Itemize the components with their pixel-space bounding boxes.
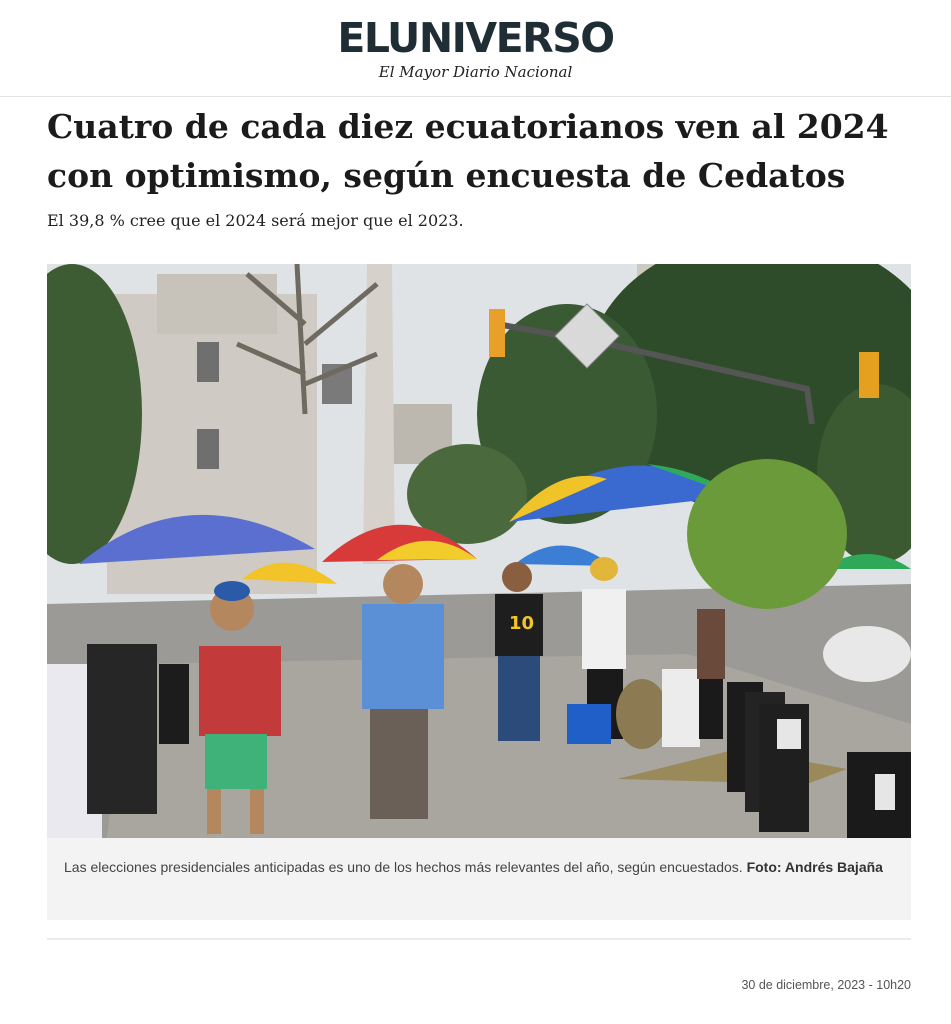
content-divider <box>47 938 911 940</box>
caption-text: Las elecciones presidenciales anticipadas es uno de los hechos más relevantes del año, según encuestados. <box>64 859 743 875</box>
masthead <box>0 0 951 97</box>
site-logo[interactable]: ELUNIVERSO <box>337 14 614 62</box>
caption-credit: Foto: Andrés Bajaña <box>746 859 883 875</box>
jersey-number: 10 <box>509 613 535 634</box>
publish-date: 30 de diciembre, 2023 - 10h20 <box>741 978 911 992</box>
site-tagline: El Mayor Diario Nacional <box>378 63 573 81</box>
article-photo[interactable] <box>47 264 911 838</box>
article-headline: Cuatro de cada diez ecuatorianos ven al 2024 con optimismo, según encuesta de Cedatos <box>47 107 889 195</box>
photo-caption <box>47 838 911 920</box>
article-subhead: El 39,8 % cree que el 2024 será mejor que el 2023. <box>47 211 464 230</box>
